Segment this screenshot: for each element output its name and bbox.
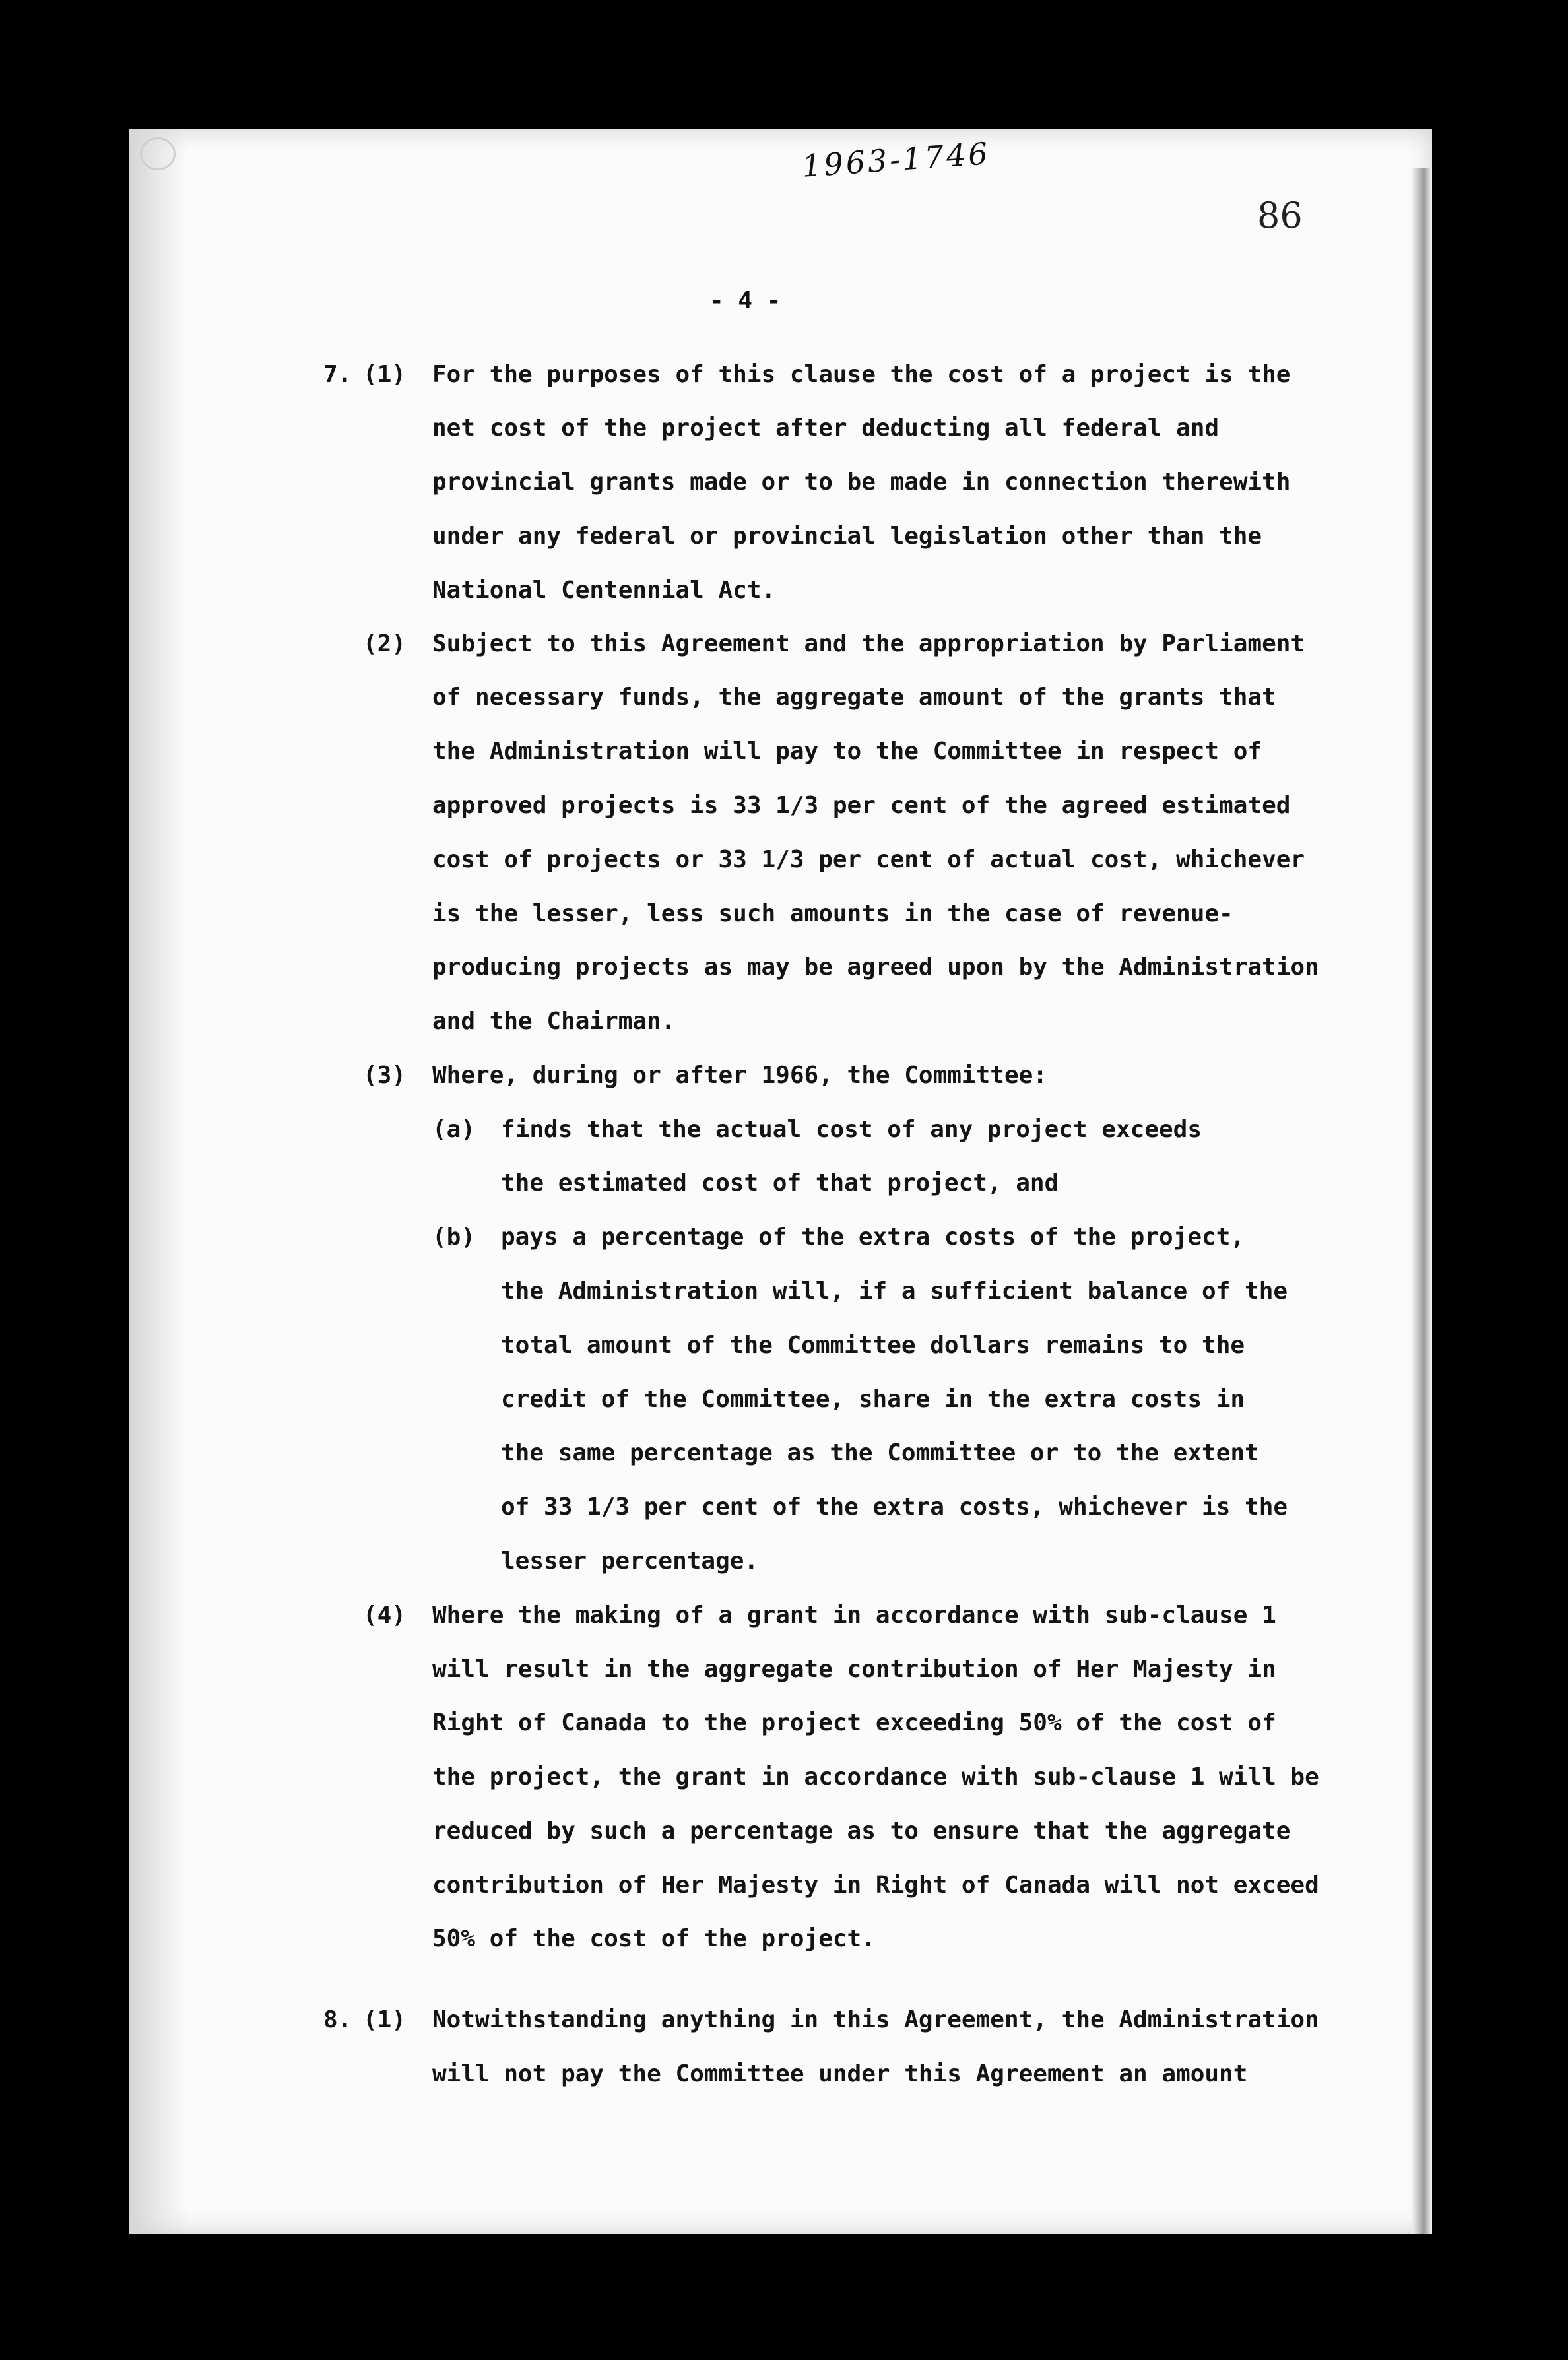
text-line: Where the making of a grant in accordance with sub-clause 1 xyxy=(432,1602,1276,1629)
text-line: provincial grants made or to be made in connection therewith xyxy=(432,469,1291,496)
item-b-label: (b) xyxy=(432,1224,476,1251)
text-line: finds that the actual cost of any project exceeds xyxy=(501,1116,1202,1143)
text-line: the Administration will pay to the Committee in respect of xyxy=(432,738,1262,765)
text-line: Right of Canada to the project exceeding 50% of the cost of xyxy=(432,1709,1276,1736)
text-line: under any federal or provincial legislation other than the xyxy=(432,523,1262,550)
text-line: producing projects as may be agreed upon by the Administration xyxy=(432,954,1319,981)
text-line: reduced by such a percentage as to ensure that the aggregate xyxy=(432,1818,1291,1845)
text-line: will not pay the Committee under this Agreement an amount xyxy=(432,2060,1248,2087)
text-line: Subject to this Agreement and the appropriation by Parliament xyxy=(432,630,1305,657)
text-line: pays a percentage of the extra costs of the project, xyxy=(501,1224,1245,1251)
text-line: of necessary funds, the aggregate amount of the grants that xyxy=(432,684,1276,711)
text-line: Notwithstanding anything in this Agreement, the Administration xyxy=(432,2006,1319,2033)
clause-8-1-number: (1) xyxy=(363,2006,407,2033)
text-line: the same percentage as the Committee or to the extent xyxy=(501,1439,1259,1466)
text-line: For the purposes of this clause the cost of a project is the xyxy=(432,361,1291,388)
text-line: contribution of Her Majesty in Right of Canada will not exceed xyxy=(432,1872,1319,1899)
text-line: approved projects is 33 1/3 per cent of the agreed estimated xyxy=(432,792,1291,819)
text-line: the estimated cost of that project, and xyxy=(501,1169,1059,1196)
text-line: the project, the grant in accordance with sub-clause 1 will be xyxy=(432,1763,1319,1790)
text-line: is the lesser, less such amounts in the case of revenue- xyxy=(432,900,1233,927)
clause-7-label: 7. xyxy=(323,361,352,388)
text-line: will result in the aggregate contribution of Her Majesty in xyxy=(432,1656,1276,1683)
clause-7-3-number: (3) xyxy=(363,1062,407,1089)
clause-8-label: 8. xyxy=(323,2006,352,2033)
text-line: the Administration will, if a sufficient balance of the xyxy=(501,1278,1288,1305)
text-line: of 33 1/3 per cent of the extra costs, whichever is the xyxy=(501,1493,1288,1521)
text-line: National Centennial Act. xyxy=(432,577,776,604)
handwritten-note: 1963-1746 xyxy=(800,135,992,184)
text-line: and the Chairman. xyxy=(432,1008,676,1035)
text-line: credit of the Committee, share in the extra costs in xyxy=(501,1386,1245,1413)
text-line: Where, during or after 1966, the Committee: xyxy=(432,1062,1047,1089)
text-line: net cost of the project after deducting all federal and xyxy=(432,414,1220,442)
item-a-label: (a) xyxy=(432,1116,476,1143)
clause-7-1-number: (1) xyxy=(363,361,407,388)
text-line: cost of projects or 33 1/3 per cent of actual cost, whichever xyxy=(432,846,1305,873)
page-number: - 4 - xyxy=(709,287,781,314)
text-line: total amount of the Committee dollars remains to the xyxy=(501,1332,1245,1359)
text-line: 50% of the cost of the project. xyxy=(432,1925,876,1952)
text-line: lesser percentage. xyxy=(501,1548,759,1575)
clause-7-2-number: (2) xyxy=(363,630,407,657)
stamp-number: 86 xyxy=(1257,195,1303,236)
clause-7-4-number: (4) xyxy=(363,1602,407,1629)
page-content xyxy=(129,129,1432,2234)
